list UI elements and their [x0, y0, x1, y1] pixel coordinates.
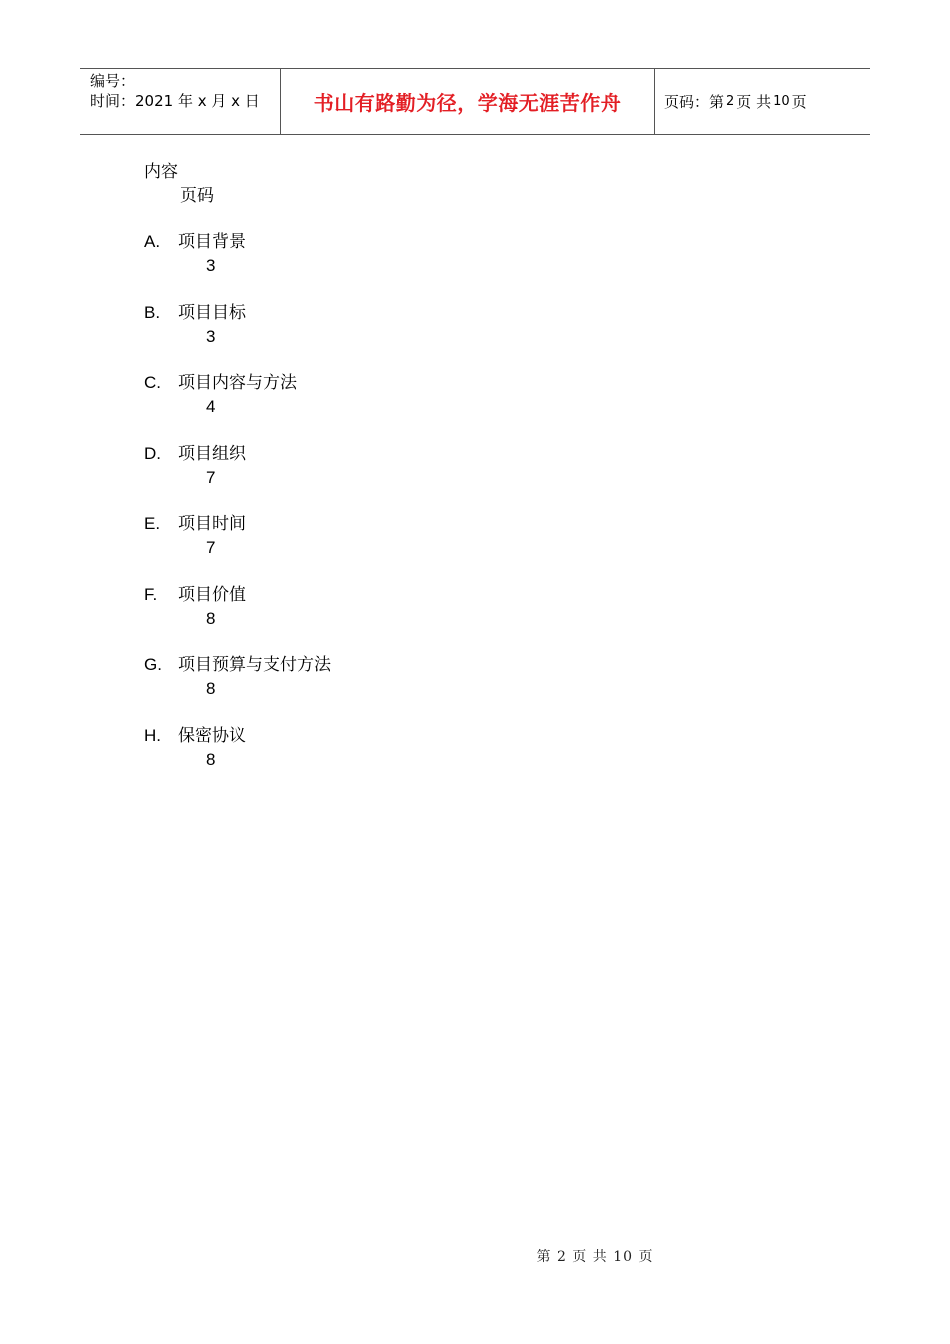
toc-entry[interactable] — [144, 442, 544, 490]
toc-entry-letter: D. — [144, 444, 161, 463]
toc-entry[interactable] — [144, 301, 544, 349]
toc-entry-page: 8 — [206, 679, 216, 698]
toc-entry[interactable] — [144, 512, 544, 560]
toc-entry-page: 7 — [206, 538, 216, 557]
toc-entry-title: 项目内容与方法 — [178, 373, 297, 393]
toc-entry-title: 保密协议 — [178, 726, 246, 746]
header-meta-cell — [80, 69, 281, 134]
header-page-suffix: 页 — [791, 93, 807, 111]
toc-entry[interactable] — [144, 371, 544, 419]
toc-entry-title: 项目目标 — [178, 303, 246, 323]
header-page-cell — [655, 69, 870, 134]
toc-entry-title: 项目时间 — [178, 514, 246, 534]
toc-entry-title: 项目背景 — [178, 232, 246, 252]
page-footer — [0, 1246, 950, 1266]
toc-entry-page: 8 — [206, 750, 216, 769]
toc-entry-page: 3 — [206, 327, 216, 346]
toc-page-column-label: 页码 — [180, 186, 214, 206]
header-motto-cell — [281, 69, 655, 134]
toc-entry[interactable] — [144, 583, 544, 631]
toc-entry-page: 8 — [206, 609, 216, 628]
document-time-label: 时间：2021 年 x 月 x 日 — [90, 92, 260, 110]
toc-entry-letter: G. — [144, 655, 162, 674]
toc-entry-letter: A. — [144, 232, 161, 251]
toc-entry-page: 4 — [206, 397, 216, 416]
toc-entry-title: 项目预算与支付方法 — [178, 655, 331, 675]
toc-entry-title: 项目价值 — [178, 585, 246, 605]
document-number-label: 编号： — [90, 72, 136, 90]
toc-title: 内容 — [144, 162, 178, 182]
toc-entry-letter: C. — [144, 373, 161, 392]
page-header — [80, 68, 870, 135]
toc-entry[interactable] — [144, 230, 544, 278]
header-page-prefix: 页码：第 — [664, 93, 725, 111]
toc-entry-page: 7 — [206, 468, 216, 487]
toc-entry-page: 3 — [206, 256, 216, 275]
footer-page-number: 第 2 页 共 10 页 — [536, 1249, 654, 1265]
table-of-contents — [144, 160, 544, 769]
header-page-current: 2 — [726, 94, 735, 109]
toc-entry-letter: E. — [144, 514, 161, 533]
toc-entry-letter: H. — [144, 726, 161, 745]
header-page-total: 10 — [773, 94, 790, 109]
header-page-mid: 页 共 — [736, 93, 772, 111]
toc-entry-letter: F. — [144, 585, 158, 604]
toc-entry-letter: B. — [144, 303, 161, 322]
toc-entry[interactable] — [144, 724, 544, 772]
toc-entry-title: 项目组织 — [178, 444, 246, 464]
toc-entry[interactable] — [144, 653, 544, 701]
toc-header — [144, 160, 544, 208]
header-motto: 书山有路勤为径，学海无涯苦作舟 — [313, 91, 622, 115]
